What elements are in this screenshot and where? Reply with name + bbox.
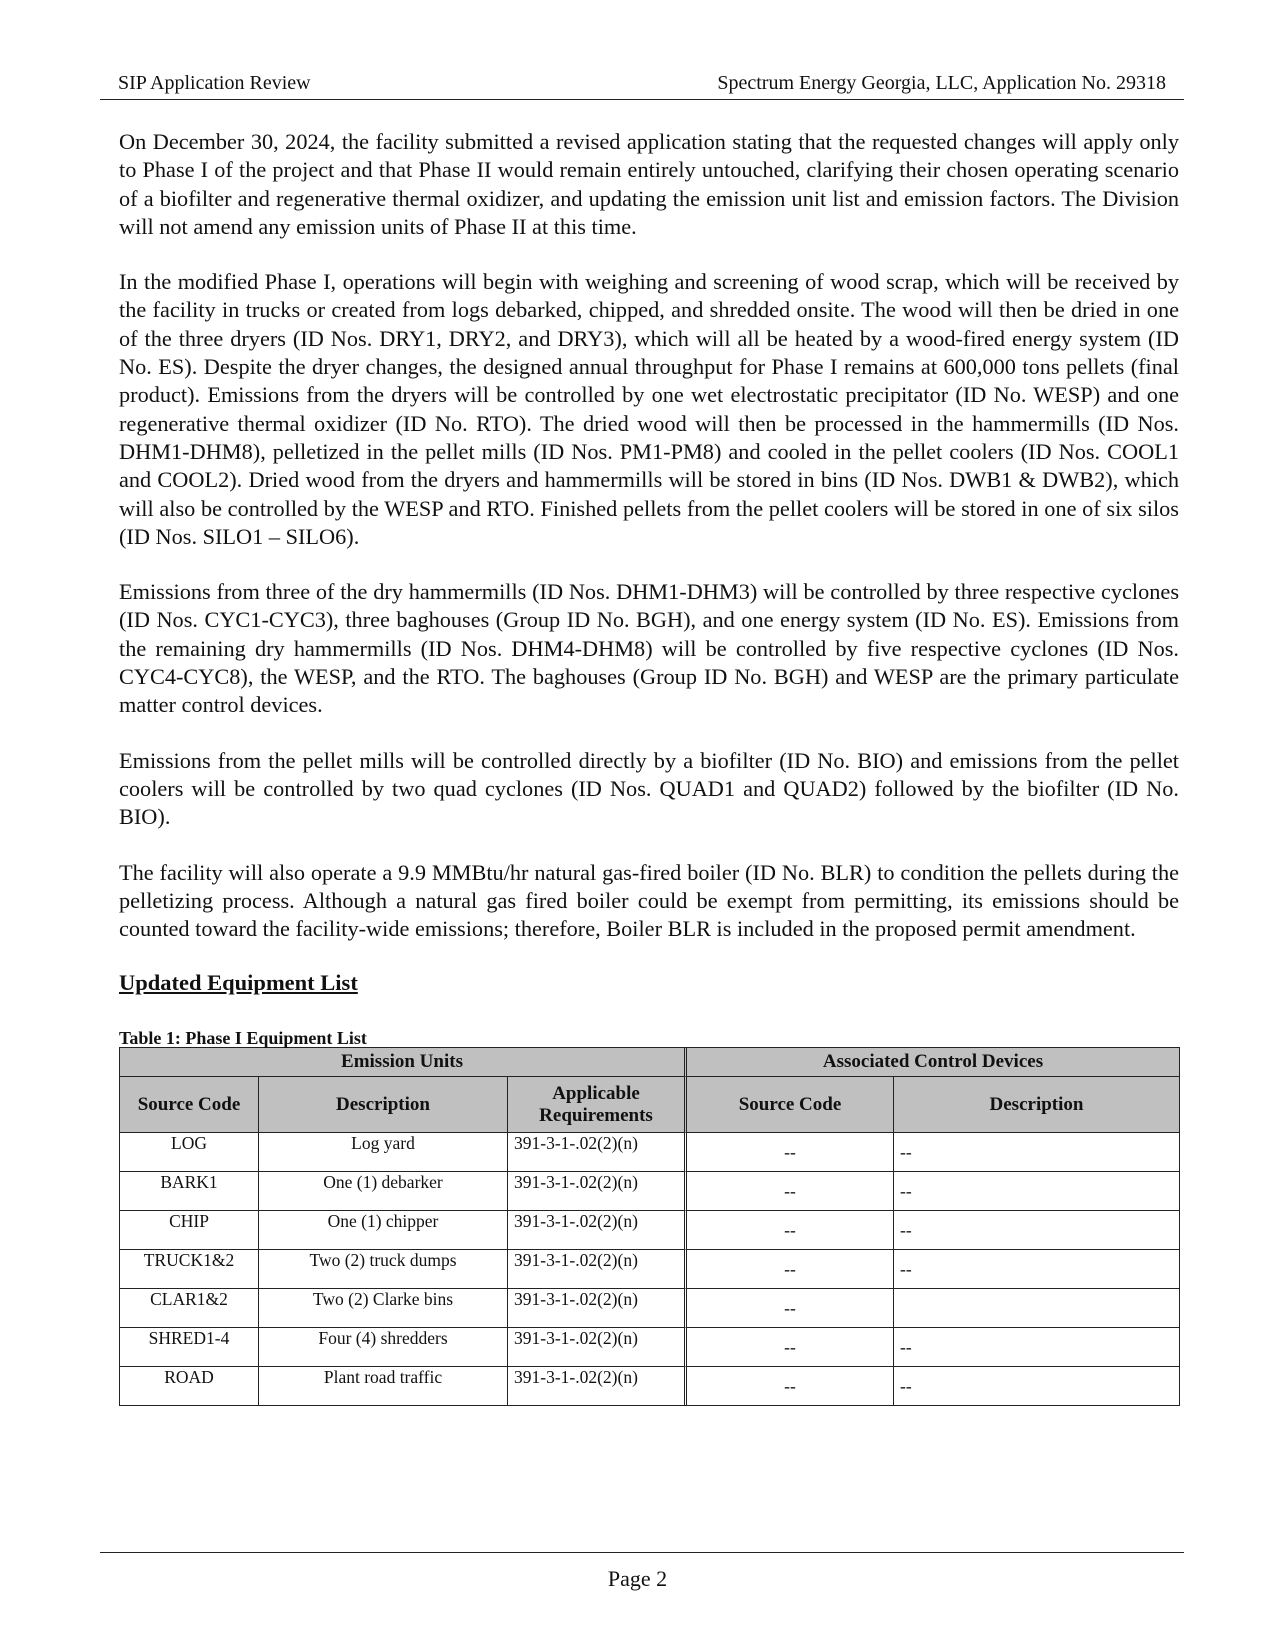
cell-source-code: ROAD xyxy=(120,1367,259,1405)
paragraph-1: On December 30, 2024, the facility submitted a revised application stating that the requested changes will apply only to Phase I of the project and that Phase II would remain entirely untouched, clarifying their chosen operating scenario of a biofilter and regenerative thermal oxidizer, and updating the emission unit list and emission factors. The Division will not amend any emission units of Phase II at this time. xyxy=(119,129,1179,239)
cell-control-code: -- xyxy=(687,1133,894,1172)
column-header-applicable-requirements: Applicable Requirements xyxy=(508,1077,687,1133)
cell-description: Log yard xyxy=(259,1133,508,1172)
table-row xyxy=(120,1172,1179,1211)
page-header xyxy=(100,72,1184,100)
table-group-header-row xyxy=(120,1048,1179,1077)
table-row xyxy=(120,1211,1179,1250)
table-row xyxy=(120,1250,1179,1289)
cell-requirements: 391-3-1-.02(2)(n) xyxy=(508,1289,687,1328)
table-row xyxy=(120,1289,1179,1328)
cell-source-code: TRUCK1&2 xyxy=(120,1250,259,1289)
cell-control-code: -- xyxy=(687,1250,894,1289)
cell-source-code: SHRED1-4 xyxy=(120,1328,259,1367)
cell-requirements: 391-3-1-.02(2)(n) xyxy=(508,1133,687,1172)
paragraph-3: Emissions from three of the dry hammermills (ID Nos. DHM1-DHM3) will be controlled by three respective cyclones (ID Nos. CYC1-CYC3), three baghouses (Group ID No. BGH), and one energy system (ID No. ES). Emissions from the remaining dry hammermills (ID Nos. DHM4-DHM8) will be controlled by five respective cyclones (ID Nos. CYC4-CYC8), the WESP, and the RTO. The baghouses (Group ID No. BGH) and WESP are the primary particulate matter control devices. xyxy=(119,579,1179,718)
cell-description: Two (2) truck dumps xyxy=(259,1250,508,1289)
cell-requirements: 391-3-1-.02(2)(n) xyxy=(508,1250,687,1289)
cell-control-description xyxy=(894,1289,1179,1328)
cell-requirements: 391-3-1-.02(2)(n) xyxy=(508,1367,687,1405)
cell-control-description: -- xyxy=(900,1375,912,1396)
paragraph-4: Emissions from the pellet mills will be controlled directly by a biofilter (ID No. BIO) and emissions from the pellet coolers will be controlled by two quad cyclones (ID Nos. QUAD1 and QUAD2) followed by the biofilter (ID No. BIO). xyxy=(119,747,1179,830)
cell-source-code: BARK1 xyxy=(120,1172,259,1211)
cell-control-code: -- xyxy=(687,1172,894,1211)
cell-control-description: -- xyxy=(894,1172,1179,1211)
group-header-emission-units: Emission Units xyxy=(120,1048,687,1077)
cell-control-description: -- xyxy=(894,1250,1179,1289)
cell-control-code: -- xyxy=(687,1367,894,1405)
document-body xyxy=(119,128,1179,1406)
cell-description: One (1) debarker xyxy=(259,1172,508,1211)
cell-control-code: -- xyxy=(687,1289,894,1328)
cell-source-code: CHIP xyxy=(120,1211,259,1250)
paragraph-2: In the modified Phase I, operations will begin with weighing and screening of wood scrap, which will be received by the facility in trucks or created from logs debarked, chipped, and shredded onsite. The wood will then be dried in one of the three dryers (ID Nos. DRY1, DRY2, and DRY3), which will all be heated by a wood-fired energy system (ID No. ES). Despite the dryer changes, the designed annual throughput for Phase I remains at 600,000 tons pellets (final product). Emissions from the dryers will be controlled by one wet electrostatic precipitator (ID No. WESP) and one regenerative thermal oxidizer (ID No. RTO). The dried wood will then be processed in the hammermills (ID Nos. DHM1-DHM8), pelletized in the pellet mills (ID Nos. PM1-PM8) and cooled in the pellet coolers (ID Nos. COOL1 and COOL2). Dried wood from the dryers and hammermills will be stored in bins (ID Nos. DWB1 & DWB2), which will also be controlled by the WESP and RTO. Finished pellets from the pellet coolers will be stored in one of six silos (ID Nos. SILO1 – SILO6). xyxy=(119,269,1179,549)
cell-requirements: 391-3-1-.02(2)(n) xyxy=(508,1211,687,1250)
footer-rule xyxy=(100,1552,1184,1553)
cell-description: One (1) chipper xyxy=(259,1211,508,1250)
table-caption: Table 1: Phase I Equipment List xyxy=(119,1028,367,1049)
header-left-title: SIP Application Review xyxy=(118,72,311,94)
table-row xyxy=(120,1133,1179,1172)
cell-requirements: 391-3-1-.02(2)(n) xyxy=(508,1172,687,1211)
column-header-description: Description xyxy=(259,1077,508,1133)
table-row xyxy=(120,1367,1179,1405)
cell-control-description: -- xyxy=(894,1133,1179,1172)
page-number: Page 2 xyxy=(607,1566,668,1591)
cell-description: Four (4) shredders xyxy=(259,1328,508,1367)
cell-source-code: LOG xyxy=(120,1133,259,1172)
cell-description: Plant road traffic xyxy=(259,1367,508,1405)
cell-control-description: -- xyxy=(894,1328,1179,1367)
table-column-header-row xyxy=(120,1077,1179,1133)
group-header-control-devices: Associated Control Devices xyxy=(687,1048,1179,1077)
cell-description: Two (2) Clarke bins xyxy=(259,1289,508,1328)
table-row xyxy=(120,1328,1179,1367)
equipment-table xyxy=(119,1047,1180,1406)
section-heading: Updated Equipment List xyxy=(119,970,358,996)
cell-source-code: CLAR1&2 xyxy=(120,1289,259,1328)
column-header-control-description: Description xyxy=(894,1077,1179,1133)
paragraph-5: The facility will also operate a 9.9 MMBtu/hr natural gas-fired boiler (ID No. BLR) to condition the pellets during the pelletizing process. Although a natural gas fired boiler could be exempt from permitting, its emissions should be counted toward the facility-wide emissions; therefore, Boiler BLR is included in the proposed permit amendment. xyxy=(119,859,1179,942)
cell-control-description: -- xyxy=(894,1211,1179,1250)
header-right-title: Spectrum Energy Georgia, LLC, Application No. 29318 xyxy=(717,72,1166,94)
column-header-source-code: Source Code xyxy=(120,1077,259,1133)
cell-control-code: -- xyxy=(687,1328,894,1367)
cell-requirements: 391-3-1-.02(2)(n) xyxy=(508,1328,687,1367)
cell-control-code: -- xyxy=(687,1211,894,1250)
column-header-control-source-code: Source Code xyxy=(687,1077,894,1133)
